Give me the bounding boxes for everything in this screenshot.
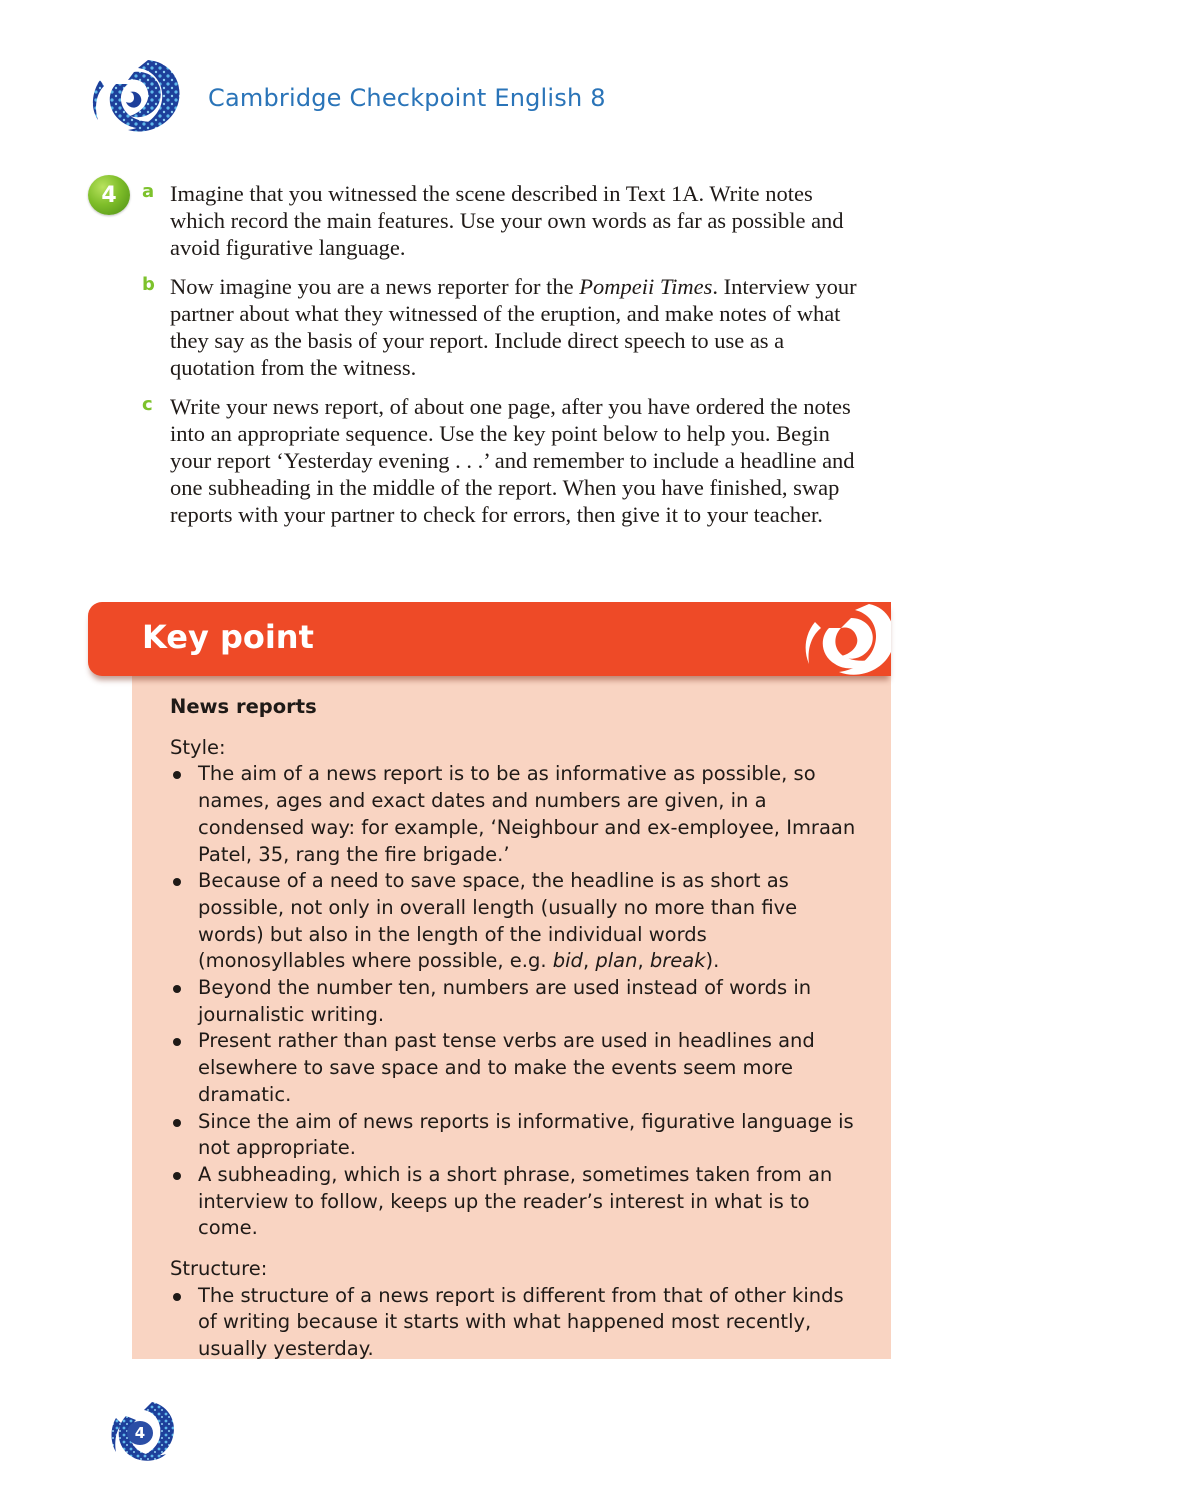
key-point-subtitle: News reports — [170, 695, 317, 718]
task-text-part: Now imagine you are a news reporter for the — [170, 274, 580, 299]
list-item: Present rather than past tense verbs are used in headlines and elsewhere to save space and to make the events seem more dramatic. — [170, 1028, 860, 1108]
task-letter: a — [142, 181, 155, 202]
task-a — [142, 180, 862, 261]
style-list — [170, 761, 860, 1242]
list-item-text: ). — [705, 949, 720, 973]
list-item: A subheading, which is a short phrase, sometimes taken from an interview to follow, keeps up the reader’s interest in what is to come. — [170, 1162, 860, 1242]
list-item — [170, 868, 860, 975]
task-text: Write your news report, of about one page, after you have ordered the notes into an appropriate sequence. Use the key point below to help you. Begin your report ‘Yesterday evening . . .’ and remember to include a headline and one subheading in the middle of the report. When you have finished, swap reports with your partner to check for errors, then give it to your teacher. — [170, 394, 855, 527]
cambridge-swirl-logo-icon — [86, 50, 188, 138]
list-item: The aim of a news report is to be as informative as possible, so names, ages and exact dates and numbers are given, in a condensed way: for example, ‘Neighbour and ex-employee, Imraan Patel, 35, rang the fire brigade.’ — [170, 761, 860, 868]
task-letter: b — [142, 274, 155, 295]
style-label: Style: — [170, 735, 226, 759]
example-word: bid — [552, 949, 583, 973]
example-word: break — [649, 949, 706, 973]
list-item: Beyond the number ten, numbers are used instead of words in journalistic writing. — [170, 975, 860, 1028]
key-point-title: Key point — [142, 618, 314, 656]
list-item: The structure of a news report is different from that of other kinds of writing because it starts with what happened most recently, usually yesterday. — [170, 1283, 860, 1363]
structure-list — [170, 1283, 860, 1363]
key-point-header — [88, 602, 891, 676]
list-item: Since the aim of news reports is informative, figurative language is not appropriate. — [170, 1109, 860, 1162]
task-text-part: . Interview your partner about what they witnessed of the eruption, and make notes of what they say as the basis of your report. Include direct speech to use as a quotation from the witness. — [170, 274, 857, 380]
structure-label: Structure: — [170, 1257, 268, 1281]
separator: , — [582, 949, 596, 973]
book-title: Cambridge Checkpoint English 8 — [208, 84, 606, 112]
separator: , — [637, 949, 650, 973]
task-letter: c — [142, 394, 153, 415]
task-c — [142, 393, 862, 528]
key-point-content — [170, 694, 860, 1363]
activity-number-badge: 4 — [88, 175, 130, 215]
newspaper-name: Pompeii Times — [579, 274, 713, 299]
task-b — [142, 273, 862, 381]
spacer — [170, 1242, 860, 1256]
swirl-icon — [799, 602, 891, 676]
task-text: Imagine that you witnessed the scene described in Text 1A. Write notes which record the main features. Use your own words as far as possible and avoid figurative language. — [170, 181, 844, 260]
page-number: 4 — [127, 1421, 153, 1445]
example-word: plan — [595, 949, 638, 973]
task-text — [170, 273, 862, 381]
list-item-text: Because of a need to save space, the headline is as short as possible, not only in overall length (usually no more than five words) but also in the length of the individual words (monosyllables where possible, e.g. — [198, 869, 798, 973]
